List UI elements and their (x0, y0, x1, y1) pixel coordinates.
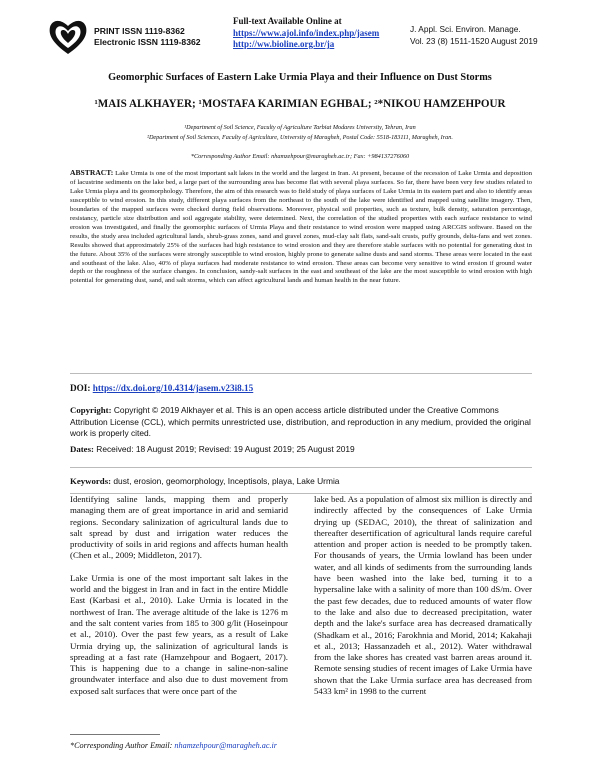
body-column-left (70, 494, 288, 708)
divider-mid (70, 467, 532, 468)
doi-label: DOI: (70, 383, 91, 393)
paragraph: Identifying saline lands, mapping them and properly managing them are of great importance in arid and semiarid regions. Secondary salinization of agricultural lands due to salt spread by dust and irrigation water reduces the productivity of soils in arid regions and affects human health (Chen et al., 2009; Middleton, 2017). (70, 494, 288, 561)
online-availability (233, 16, 379, 51)
paragraph: lake bed. As a population of almost six million is directly and indirectly affected by the consequences of Lake Urmia drying up (SEDAC, 2010), the threat of salinization and thereafter desertification of agricultural lands require careful attention and proper action is needed to be promptly taken. For thousands of years, the Urmia lowland has been under water, and all kinds of sediments from the surrounding lands have been washed into the lake bed, turning it to a hypersaline lake with a salinity of more than 100 dS/m. Over the past few decades, due to reduced amounts of water flow to the lake and also due to decreased precipitation, water depth and the lake's surface area has decreased dramatically (Shadkam et al., 2016; Farokhnia and Morid, 2014; Kakahaji et al., 2013; Hassanzadeh et al., 2012). Water withdrawal from the lake shores has created vast barren areas around it. Remote sensing studies of recent images of Lake Urmia have shown that the Lake Urmia surface area has decreased from 5433 km² in 1998 to the current (314, 494, 532, 697)
online-line: Full-text Available Online at (233, 16, 342, 26)
doi-line (70, 383, 253, 393)
footnote-email[interactable]: nhamzehpour@maragheh.ac.ir (174, 741, 277, 750)
copyright-label: Copyright: (70, 405, 112, 415)
bioline-link[interactable]: http://ww.bioline.org.br/ja (233, 39, 335, 49)
keywords-label: Keywords: (70, 476, 112, 486)
copyright-text: Copyright © 2019 Alkhayer et al. This is an open access article distributed under the Creative Commons Attribution License (CCL), which permits unrestricted use, distribution, and reproduction in any medium, provided the original work is properly cited. (70, 405, 531, 438)
footnote (70, 741, 277, 750)
print-issn: PRINT ISSN 1119-8362 (94, 26, 185, 36)
body-column-right (314, 494, 532, 708)
page-header (0, 14, 600, 72)
ajol-link[interactable]: https://www.ajol.info/index.php/jasem (233, 27, 380, 38)
keywords-line (70, 476, 339, 486)
abstract-text: Lake Urmia is one of the most important salt lakes in the world and the largest in Iran. At present, because of the recession of Lake Urmia and deposition of lacustrine sediments on the lake bed, a large part of the surrounding area has become flat with several playa surfaces. So far, there have been very few studies related to Lake Urmia playa and its geomorphology. Therefore, the aim of this research was to field study of playa surfaces of Lake Urmia in its eastern part and also to identify areas susceptible to wind erosion. In this study, different playa surfaces from the northeast to the south of the lake were identified and mapped using satellite imagery. Then, boundaries of the mapped surfaces were checked during field observations. Moreover, physical soil properties, such as texture, bulk density, saturation percentage, resistancy, particle size distribution and soil aggregate stability, were determined. Next, the correlation of the studied properties with each surface resistance to wind erosion was investigated, and finally the geomorphic surfaces of Urmia Playa and their resistance to wind erosion were mapped using ARCGIS software. Based on the results, the study area included agricultural lands, shrub-grass zones, sand and gravel zones, mud-clay salt flats, sand-salt crusts, puffy grounds, delta-fans and wet zones. Results showed that approximately 25% of the surfaces had high resistance to wind erosion and they are therefore stable surfaces with no potential for generating dust in the future. About 35% of the surfaces were strongly susceptible to wind erosion, highly prone to generate saline dusts and sand storms. These areas were located in the east and southeast of the lake. Also, 40% of playa surfaces had moderate resistance to wind erosion. These areas can become very sensitive to wind erosion if ground water depth or the roughness of the surface changes. In conclusion, sandy-salt surfaces in the east and southeast of the lake are the most susceptible to wind erosion with high potential for generating dust, sand, and salt storms, which can affect agricultural lands and human health in the near future. (70, 170, 532, 285)
journal-logo-icon (46, 16, 90, 56)
divider-top (70, 373, 532, 374)
dates-text: Received: 18 August 2019; Revised: 19 August 2019; 25 August 2019 (93, 444, 355, 454)
footnote-rule (70, 734, 160, 735)
affiliations (40, 123, 560, 142)
electronic-issn: Electronic ISSN 1119-8362 (94, 37, 201, 47)
affiliation-2: ²Department of Soil Sciences, Faculty of Agriculture, University of Maragheh, Postal Code: 5518-183111, Maragheh, Iran. (147, 133, 453, 141)
corresponding-author: *Corresponding Author Email: nhamzehpour@maragheh.ac.ir; Fax: +984137276060 (190, 153, 410, 160)
doi-link[interactable]: https://dx.doi.org/10.4314/jasem.v23i8.15 (92, 383, 254, 393)
author-list: ¹MAIS ALKHAYER; ¹MOSTAFA KARIMIAN EGHBAL; ²*NIKOU HAMZEHPOUR (94, 98, 506, 110)
issn-block (94, 26, 201, 48)
dates-label: Dates: (70, 444, 94, 454)
volume-line: Vol. 23 (8) 1511-1520 August 2019 (410, 35, 538, 46)
abstract-label: ABSTRACT: (70, 168, 114, 177)
article-title: Geomorphic Surfaces of Eastern Lake Urmia Playa and their Influence on Dust Storms (108, 72, 492, 83)
paragraph: Lake Urmia is one of the most important salt lakes in the world and the biggest in Iran and in fact in the entire Middle East (Karbasi et al., 2010). Lake Urmia is located in the northwest of Iran. The average altitude of the lake is 1276 m and the salt content varies from 185 to 300 g/lit (Hoseinpour et al., 2010). Over the past few years, as a result of Lake Urmia drying up, the salinization of agricultural lands is spreading at a fast rate (Hamzehpour and Bogaert, 2017). This is happening due to a change in saline-non-saline groundwater interface and also due to dust movement from exposed salt surfaces that were once part of the (70, 572, 288, 696)
keywords-text: dust, erosion, geomorphology, Inceptisols, playa, Lake Urmia (111, 476, 340, 486)
abstract (70, 169, 532, 286)
journal-info (410, 24, 538, 47)
dates-line (70, 444, 355, 454)
copyright (70, 405, 532, 440)
footnote-label: *Corresponding Author Email: (70, 741, 175, 750)
journal-name: J. Appl. Sci. Environ. Manage. (410, 24, 521, 34)
affiliation-1: ¹Department of Soil Science, Faculty of Agriculture Tarbiat Modares University, Tehran, Iran (184, 124, 416, 131)
